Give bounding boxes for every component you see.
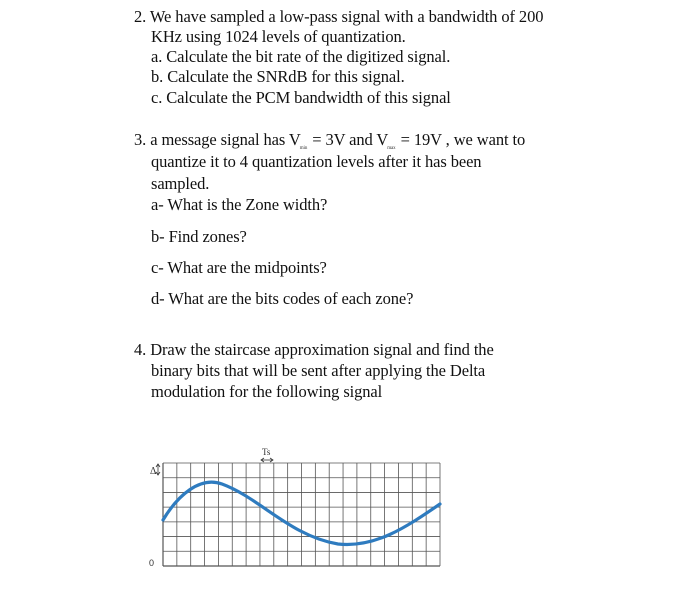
ts-double-arrow-icon: [261, 458, 273, 462]
q3-line-2: quantize it to 4 quantization levels after it has been: [151, 152, 482, 171]
q3-vmin-value: = 3V and V: [308, 130, 389, 149]
delta-label: Δ: [150, 466, 157, 477]
q2-part-b: b. Calculate the SNRdB for this signal.: [151, 67, 405, 86]
zero-label: 0: [149, 558, 155, 568]
q2-part-a: a. Calculate the bit rate of the digitized signal.: [151, 47, 451, 66]
q3-part-a: a- What is the Zone width?: [151, 195, 328, 214]
q4-line-2: binary bits that will be sent after applying the Delta: [151, 361, 486, 380]
delta-double-arrow-icon: [156, 464, 160, 475]
vmin-subscript: min: [299, 146, 308, 151]
ts-label: Ts: [262, 447, 271, 457]
q4-line-1: 4. Draw the staircase approximation signal and find the: [134, 340, 494, 359]
sampling-grid: [163, 463, 440, 566]
q3-intro: 3. a message signal has V: [134, 130, 301, 149]
q2-line-1: 2. We have sampled a low-pass signal with a bandwidth of 200: [134, 7, 544, 26]
vmax-subscript: max: [387, 146, 396, 151]
q3-line-3: sampled.: [151, 174, 210, 193]
q3-part-c: c- What are the midpoints?: [151, 258, 327, 277]
q3-vmax-value: = 19V , we want to: [396, 130, 526, 149]
q2-part-c: c. Calculate the PCM bandwidth of this signal: [151, 88, 451, 107]
q2-line-2: KHz using 1024 levels of quantization.: [151, 27, 406, 46]
q4-line-3: modulation for the following signal: [151, 382, 383, 401]
q3-part-b: b- Find zones?: [151, 227, 247, 246]
q3-part-d: d- What are the bits codes of each zone?: [151, 289, 414, 308]
